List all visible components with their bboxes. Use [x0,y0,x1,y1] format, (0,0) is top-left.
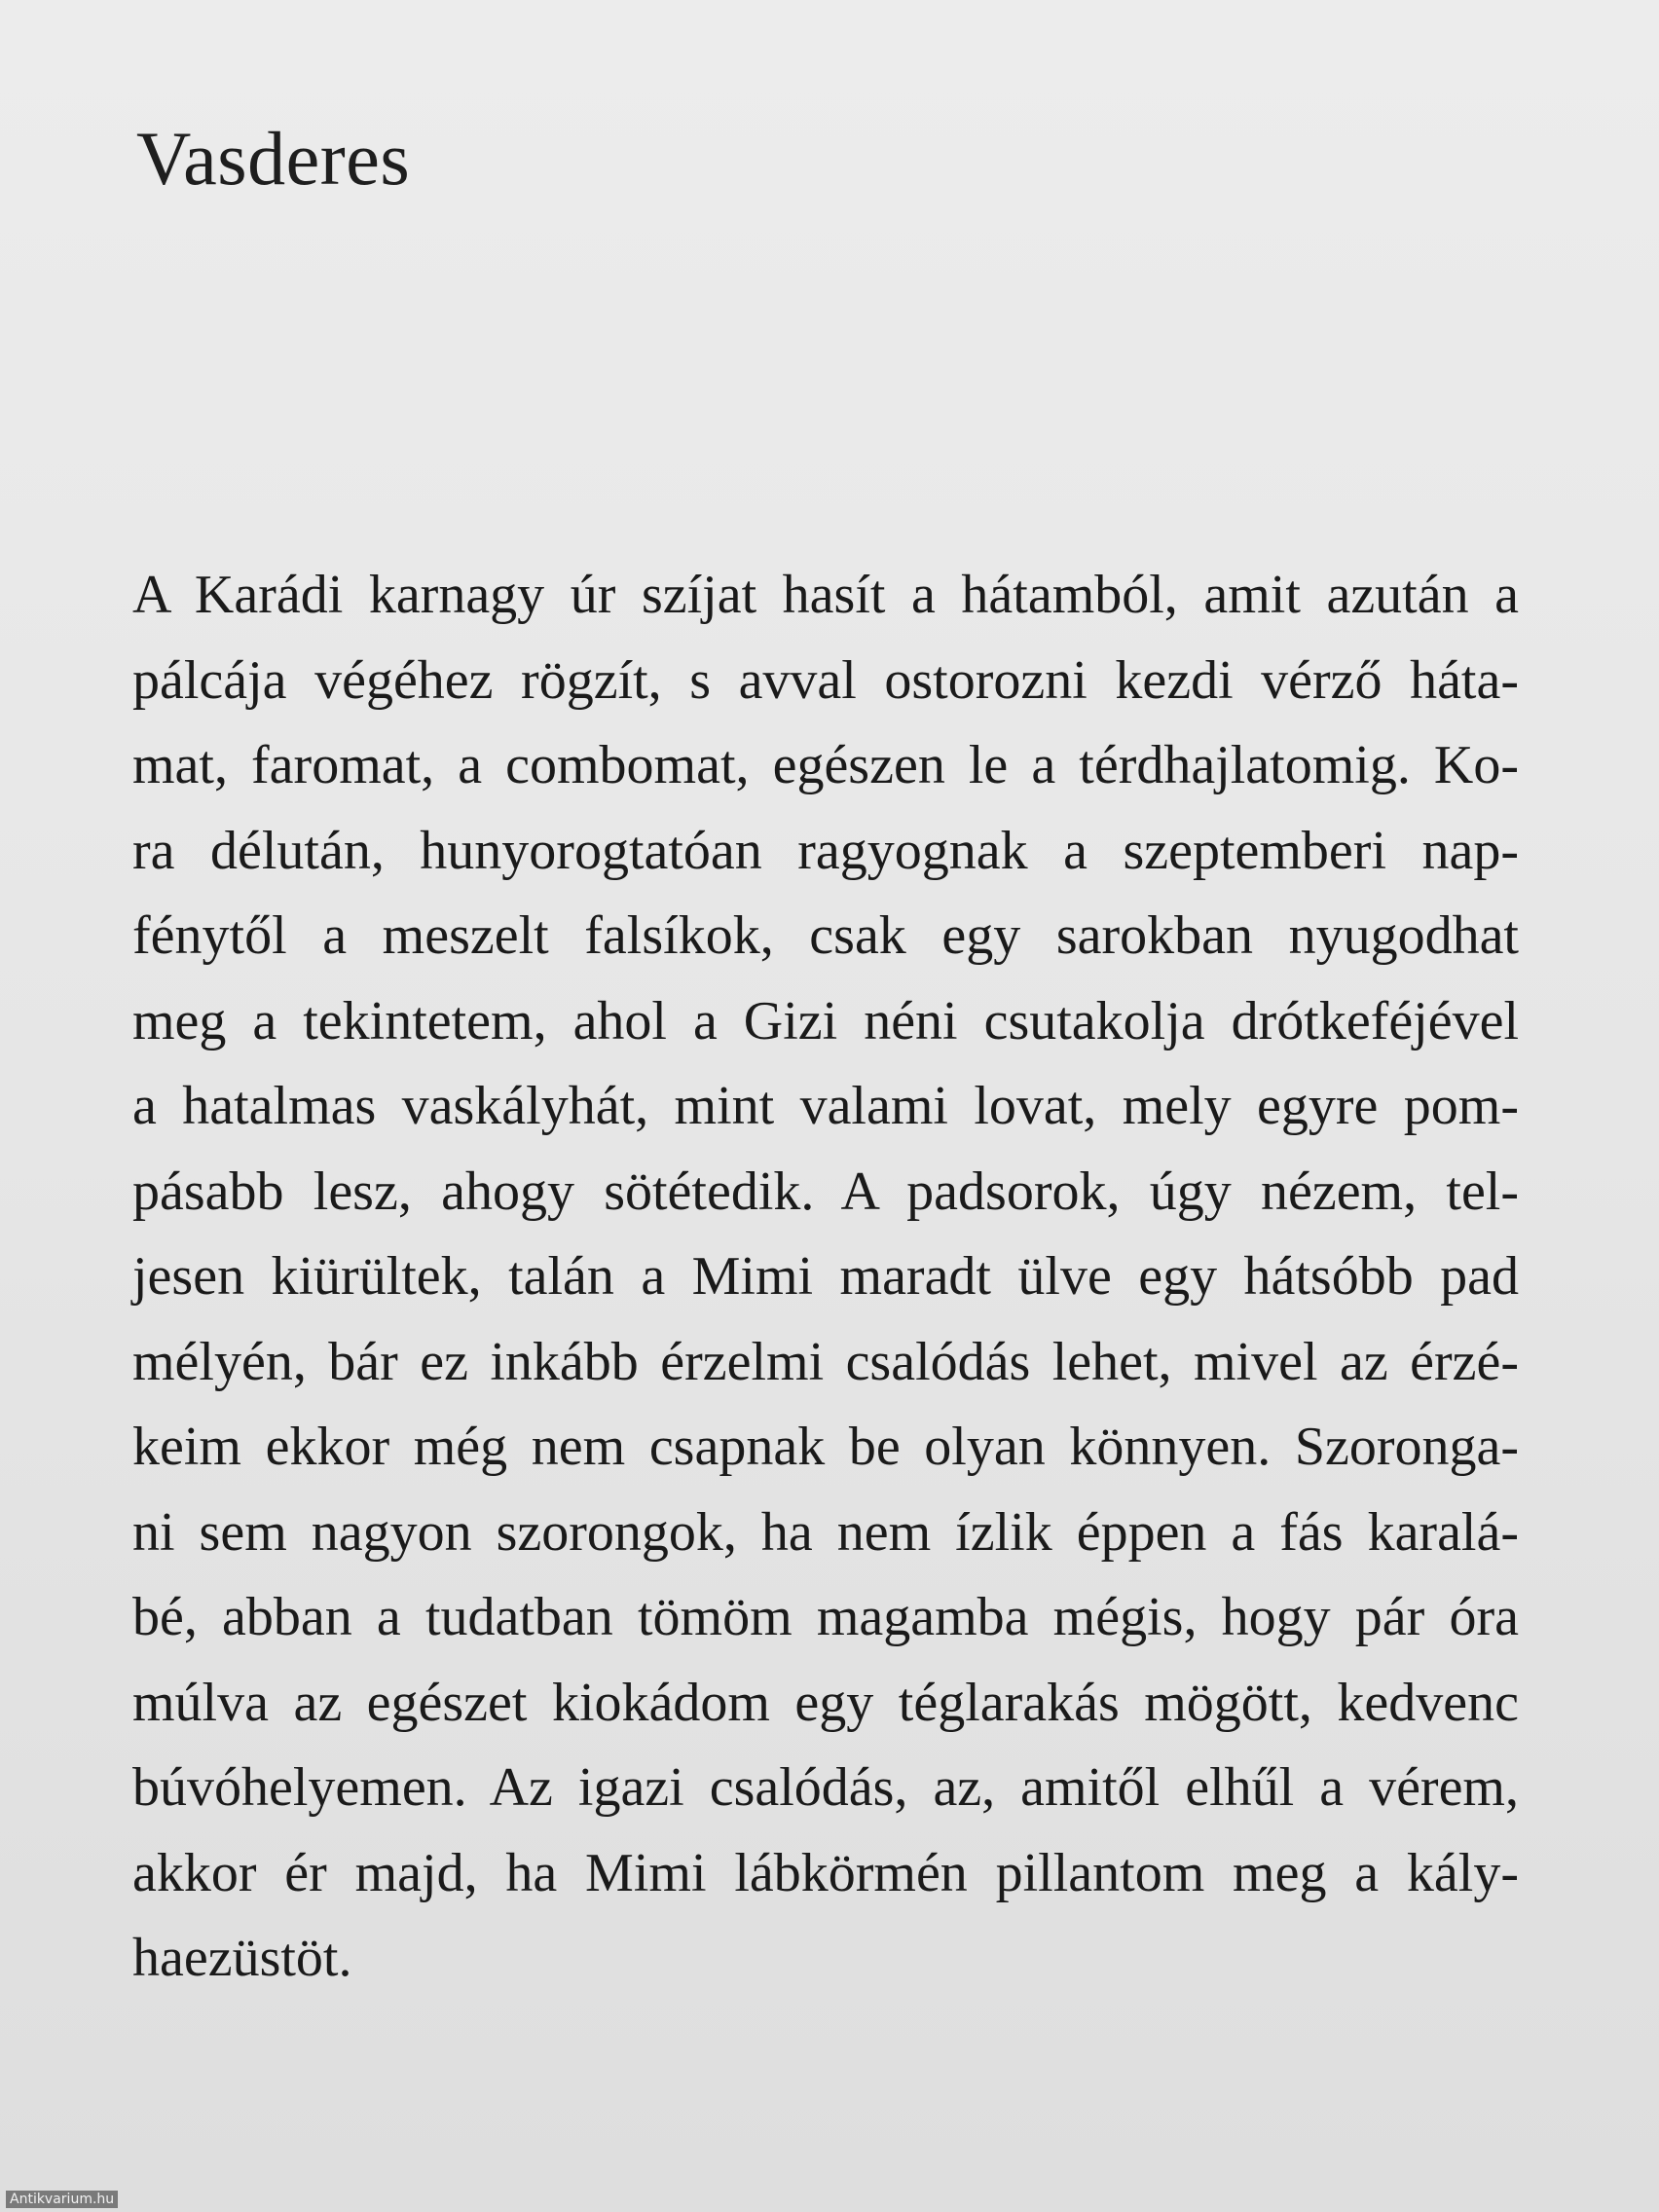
text-line: a hatalmas vaskályhát, mint valami lovat, mely egyre pom- [132,1076,1519,1136]
text-line: ra délután, hunyorogtatóan ragyognak a szeptemberi nap- [132,820,1519,881]
body-text [132,553,1519,2002]
text-line: A Karádi karnagy úr szíjat hasít a hátamból, amit azután a [132,565,1519,625]
text-line: múlva az egészet kiokádom egy téglarakás mögött, kedvenc [132,1672,1519,1733]
chapter-title: Vasderes [136,116,411,201]
watermark-logo: Antikvarium.hu [6,2191,118,2208]
text-line: búvóhelyemen. Az igazi csalódás, az, amitől elhűl a vérem, [132,1757,1519,1818]
text-line: bé, abban a tudatban tömöm magamba mégis, hogy pár óra [132,1587,1519,1647]
text-line: ni sem nagyon szorongok, ha nem ízlik éppen a fás karalá- [132,1501,1519,1563]
text-line: jesen kiürültek, talán a Mimi maradt ülve egy hátsóbb pad [132,1246,1519,1307]
text-line: pálcája végéhez rögzít, s avval ostorozni kezdi vérző háta- [132,649,1519,711]
text-line: mat, faromat, a combomat, egészen le a térdhajlatomig. Ko- [132,735,1519,795]
text-line: meg a tekintetem, ahol a Gizi néni csutakolja drótkeféjével [132,990,1519,1051]
text-line: mélyén, bár ez inkább érzelmi csalódás lehet, mivel az érzé- [132,1331,1519,1392]
text-line: fénytől a meszelt falsíkok, csak egy sarokban nyugodhat [132,905,1519,966]
text-line: akkor ér majd, ha Mimi lábkörmén pillantom meg a kály- [132,1842,1519,1903]
text-line: haezüstöt. [132,1928,352,1988]
text-line: keim ekkor még nem csapnak be olyan könnyen. Szoronga- [132,1417,1519,1477]
text-line: pásabb lesz, ahogy sötétedik. A padsorok, úgy nézem, tel- [132,1161,1519,1222]
